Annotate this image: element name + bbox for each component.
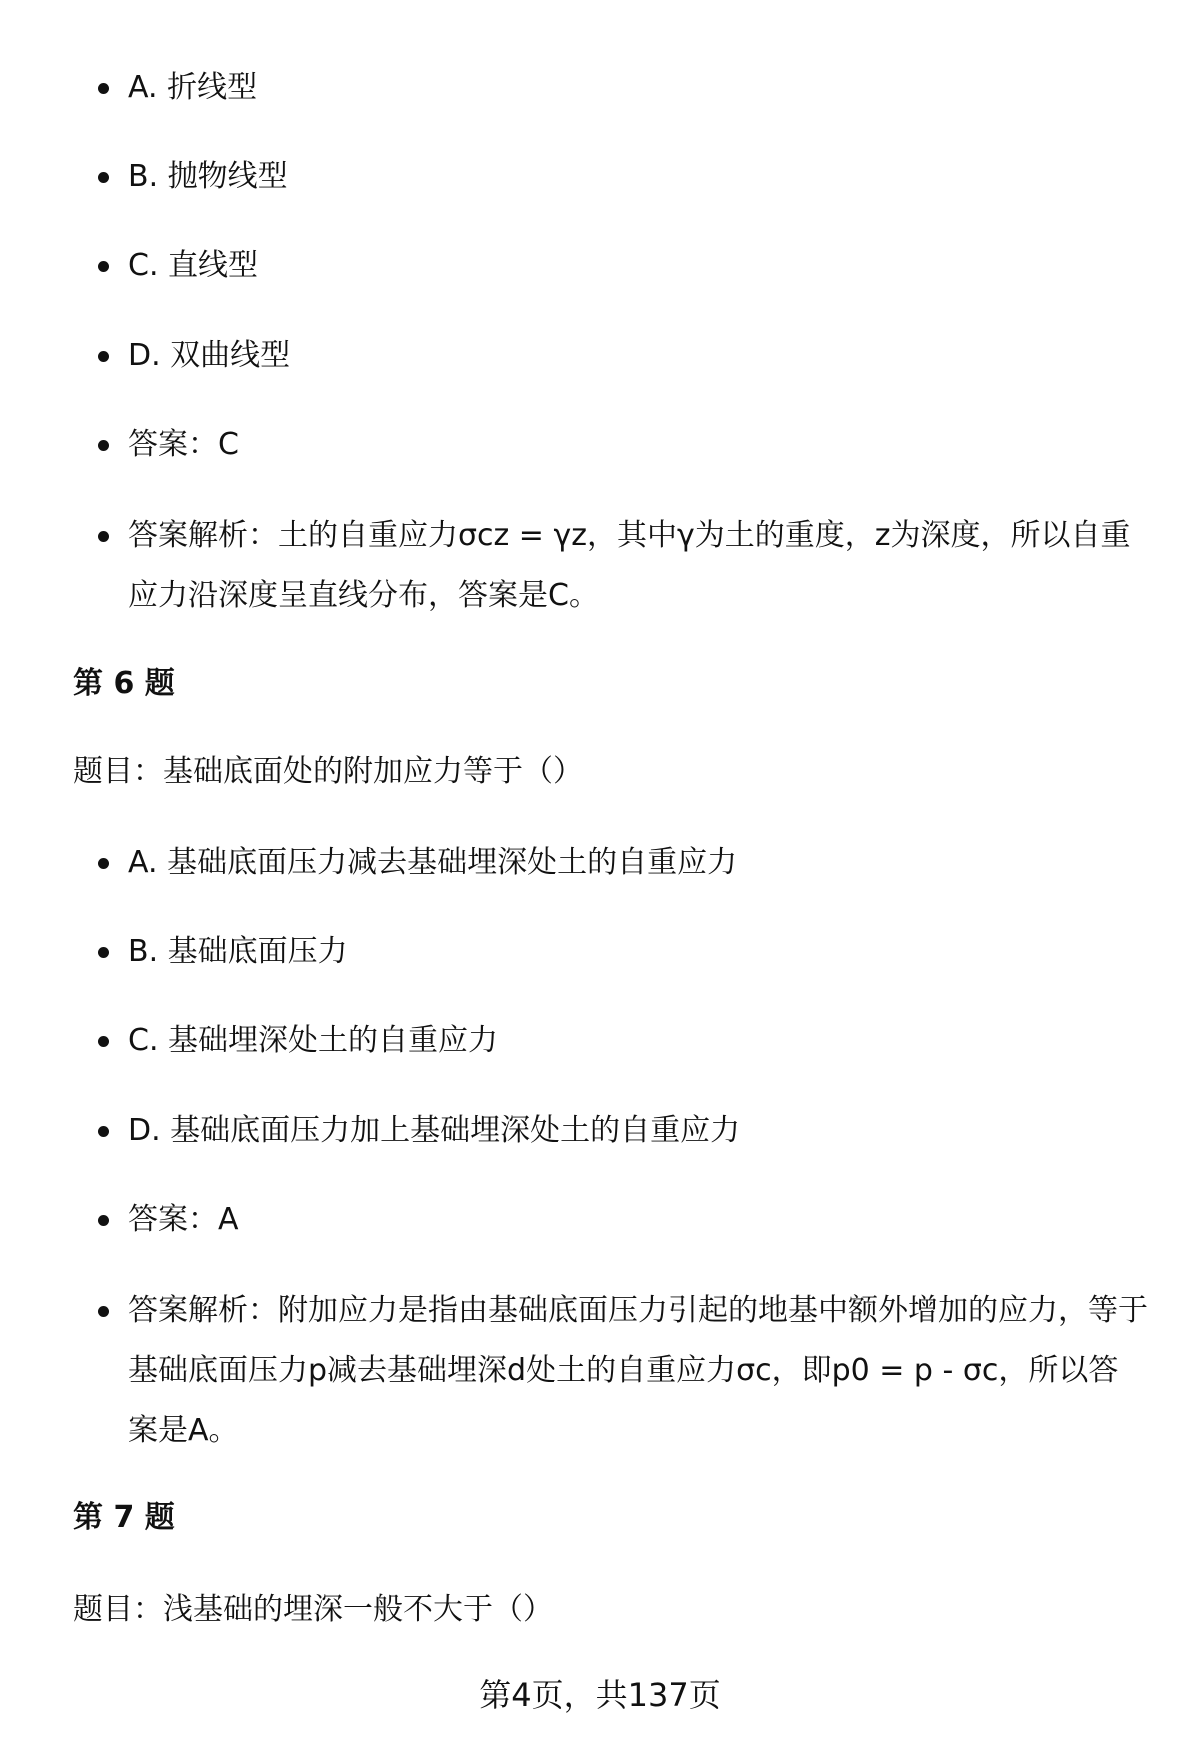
option-a: A. 基础底面压力减去基础埋深处土的自重应力: [128, 833, 1148, 893]
question-6-heading: 第 6 题: [73, 666, 175, 701]
question-6-text: 题目：基础底面处的附加应力等于（）: [73, 754, 583, 789]
page-number: 第4页，共137页: [479, 1676, 721, 1714]
option-b: B. 基础底面压力: [128, 922, 1148, 982]
answer: 答案：C: [128, 415, 1148, 475]
answer: 答案：A: [128, 1190, 1148, 1250]
option-c: C. 直线型: [128, 236, 1148, 296]
option-d: D. 双曲线型: [128, 326, 1148, 386]
option-c: C. 基础埋深处土的自重应力: [128, 1011, 1148, 1071]
question-7-heading: 第 7 题: [73, 1500, 175, 1535]
option-d: D. 基础底面压力加上基础埋深处土的自重应力: [128, 1101, 1148, 1161]
answer-explanation: 答案解析：土的自重应力σcz = γz，其中γ为土的重度，z为深度，所以自重应力沿深度呈直线分布，答案是C。: [128, 506, 1148, 626]
option-b: B. 抛物线型: [128, 147, 1148, 207]
option-a: A. 折线型: [128, 58, 1148, 118]
question-7-text: 题目：浅基础的埋深一般不大于（）: [73, 1592, 553, 1627]
answer-explanation: 答案解析：附加应力是指由基础底面压力引起的地基中额外增加的应力，等于基础底面压力p减去基础埋深d处土的自重应力σc，即p0 = p - σc，所以答案是A。: [128, 1281, 1148, 1461]
